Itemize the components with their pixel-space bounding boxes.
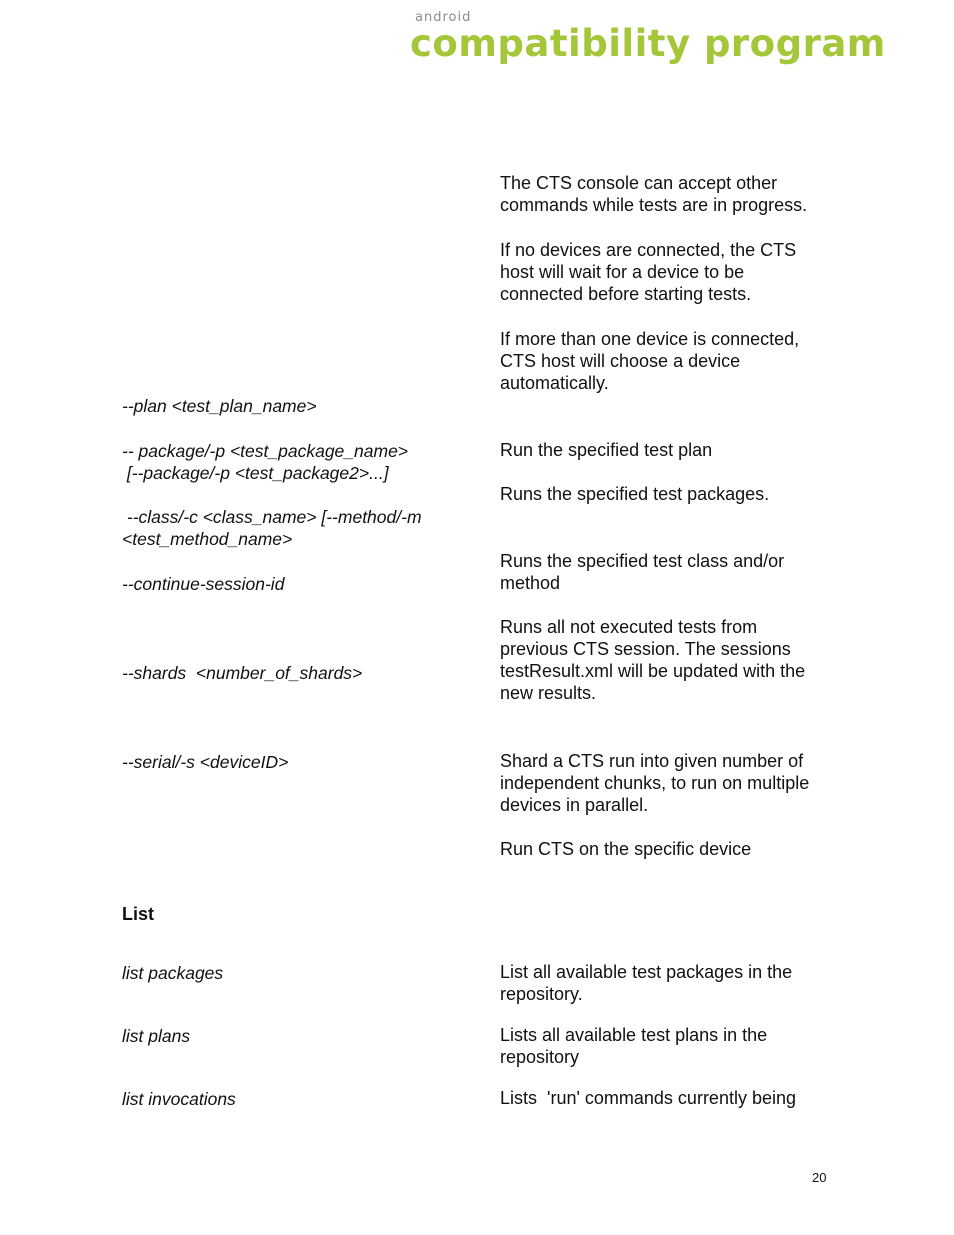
page-number: 20: [812, 1170, 827, 1185]
android-compatibility-logo: [0, 0, 954, 80]
desc-shards: Shard a CTS run into given number of independent chunks, to run on multiple devices in parallel.: [500, 751, 810, 815]
list-packages-description: List all available test packages in the repository.: [500, 962, 793, 1004]
note-no-devices: If no devices are connected, the CTS host will wait for a device to be connected before starting tests.: [500, 240, 797, 304]
option-package: -- package/-p <test_package_name> [--package/-p <test_package2>...]: [122, 441, 409, 483]
desc-continue-session: Runs all not executed tests from previous CTS session. The sessions testResult.xml will be updated with the new results.: [500, 617, 806, 703]
option-continue-session: --continue-session-id: [122, 574, 285, 594]
logo-compatibility-program: compatibility program: [410, 22, 886, 65]
desc-class: Runs the specified test class and/or method: [500, 551, 785, 593]
option-plan: --plan <test_plan_name>: [122, 396, 317, 416]
desc-package: Runs the specified test packages.: [500, 484, 770, 504]
desc-serial: Run CTS on the specific device: [500, 839, 752, 859]
option-shards: --shards <number_of_shards>: [122, 663, 363, 683]
note-multiple-devices: If more than one device is connected, CTS host will choose a device automatically.: [500, 329, 800, 393]
desc-plan: Run the specified test plan: [500, 440, 713, 460]
list-invocations-command: list invocations: [122, 1089, 236, 1109]
list-plans-description: Lists all available test plans in the repository: [500, 1025, 768, 1067]
note-console-accepts-commands: The CTS console can accept other commands while tests are in progress.: [500, 173, 808, 215]
list-packages-command: list packages: [122, 963, 224, 983]
option-class: --class/-c <class_name> [--method/-m <test_method_name>: [122, 507, 422, 549]
list-section-heading: List: [122, 904, 155, 924]
logo-android-wordmark: android: [415, 10, 472, 25]
option-serial: --serial/-s <deviceID>: [122, 752, 289, 772]
list-plans-command: list plans: [122, 1026, 191, 1046]
list-invocations-description: Lists 'run' commands currently being: [500, 1088, 796, 1108]
